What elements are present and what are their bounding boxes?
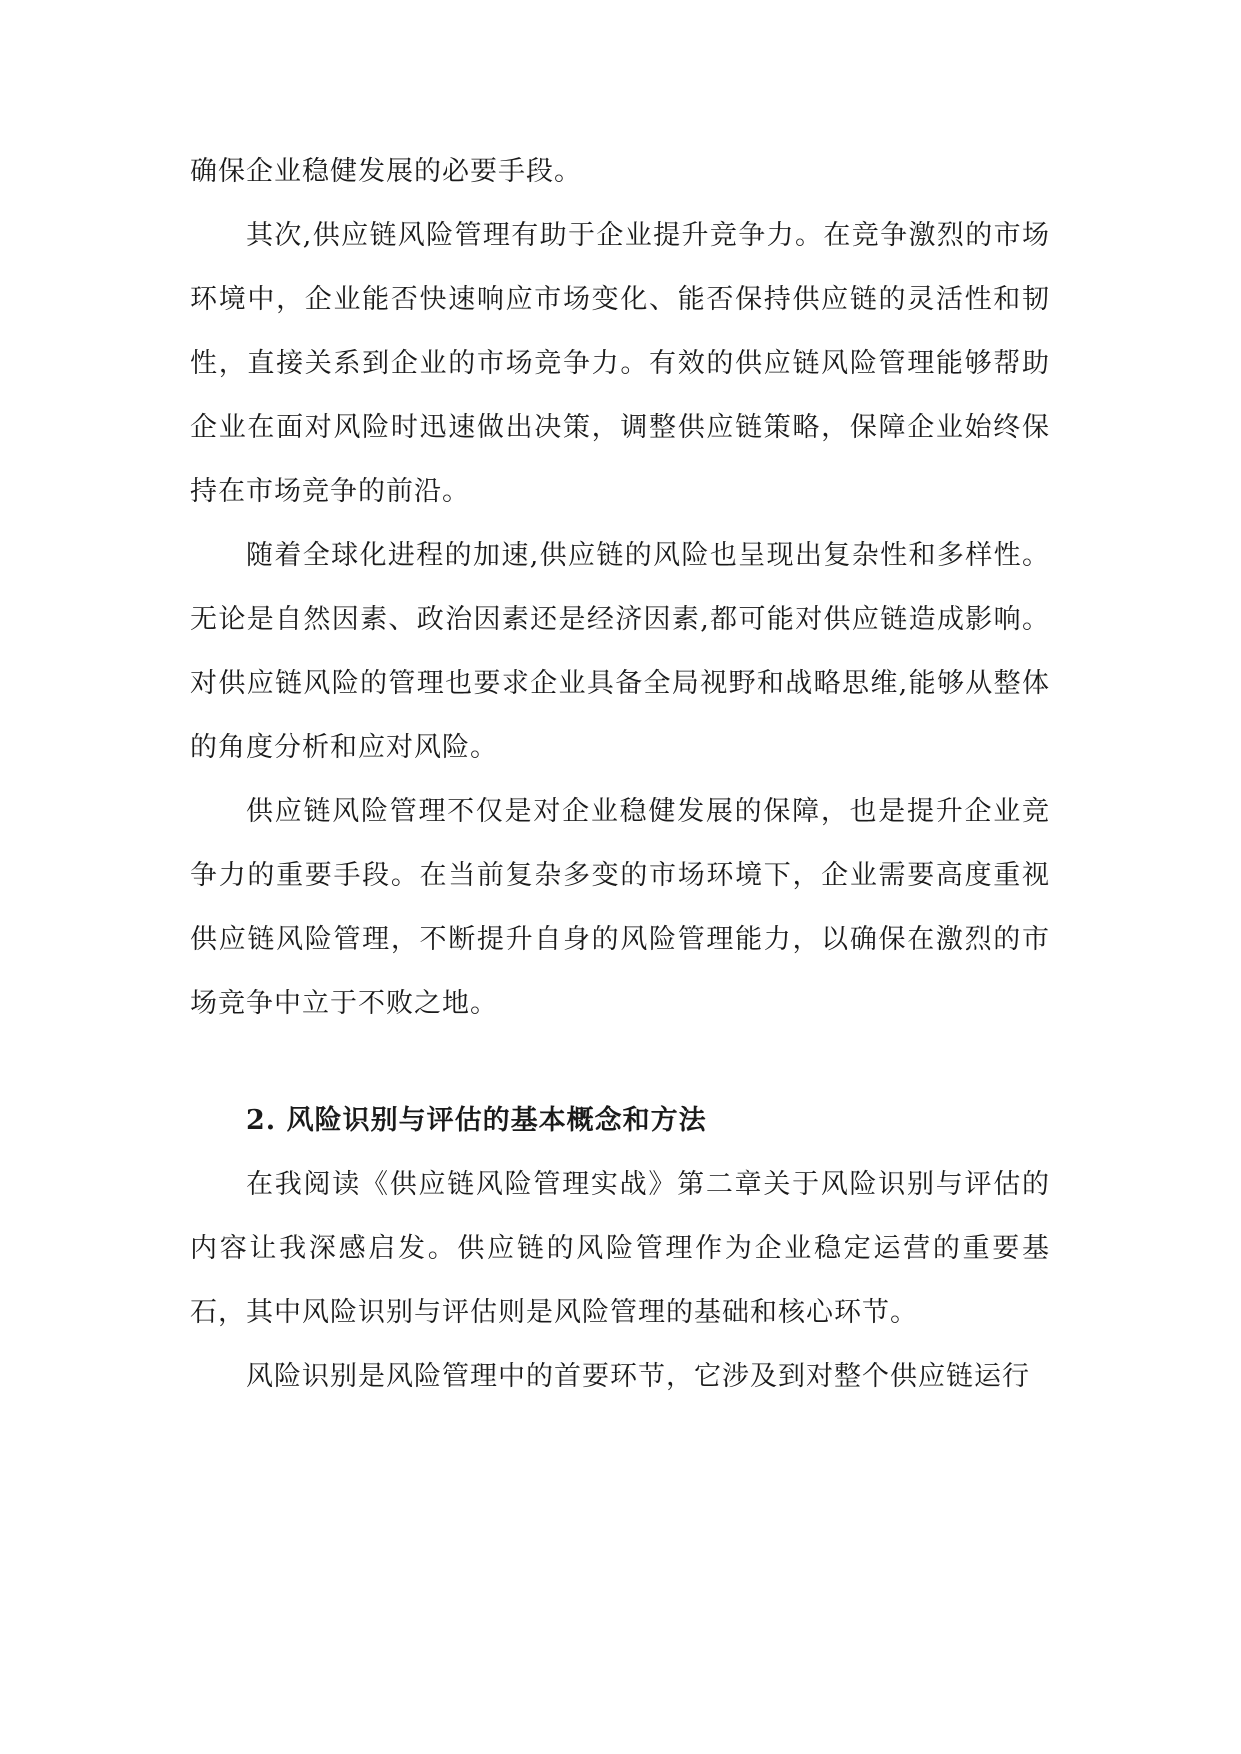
- paragraph-1: 确保企业稳健发展的必要手段。: [190, 156, 582, 187]
- paragraph-4: 供应链风险管理不仅是对企业稳健发展的保障，也是提升企业竞争力的重要手段。在当前复杂多变的市场环境下，企业需要高度重视供应链风险管理，不断提升自身的风险管理能力，以确保在激烈的市场竞争中立于不败之地。: [190, 796, 1050, 1019]
- paragraph-5: 在我阅读《供应链风险管理实战》第二章关于风险识别与评估的内容让我深感启发。供应链的风险管理作为企业稳定运营的重要基石，其中风险识别与评估则是风险管理的基础和核心环节。: [190, 1169, 1050, 1328]
- paragraph-6: 风险识别是风险管理中的首要环节，它涉及到对整个供应链运行: [246, 1361, 1030, 1392]
- paragraph-3: 随着全球化进程的加速,供应链的风险也呈现出复杂性和多样性。无论是自然因素、政治因素还是经济因素,都可能对供应链造成影响。对供应链风险的管理也要求企业具备全局视野和战略思维,能够从整体的角度分析和应对风险。: [190, 540, 1050, 763]
- paragraph-2: 其次,供应链风险管理有助于企业提升竞争力。在竞争激烈的市场环境中，企业能否快速响应市场变化、能否保持供应链的灵活性和韧性，直接关系到企业的市场竞争力。有效的供应链风险管理能够帮助企业在面对风险时迅速做出决策，调整供应链策略，保障企业始终保持在市场竞争的前沿。: [190, 220, 1050, 507]
- document-page: [190, 140, 1050, 1409]
- section-heading: 2. 风险识别与评估的基本概念和方法: [246, 1105, 707, 1136]
